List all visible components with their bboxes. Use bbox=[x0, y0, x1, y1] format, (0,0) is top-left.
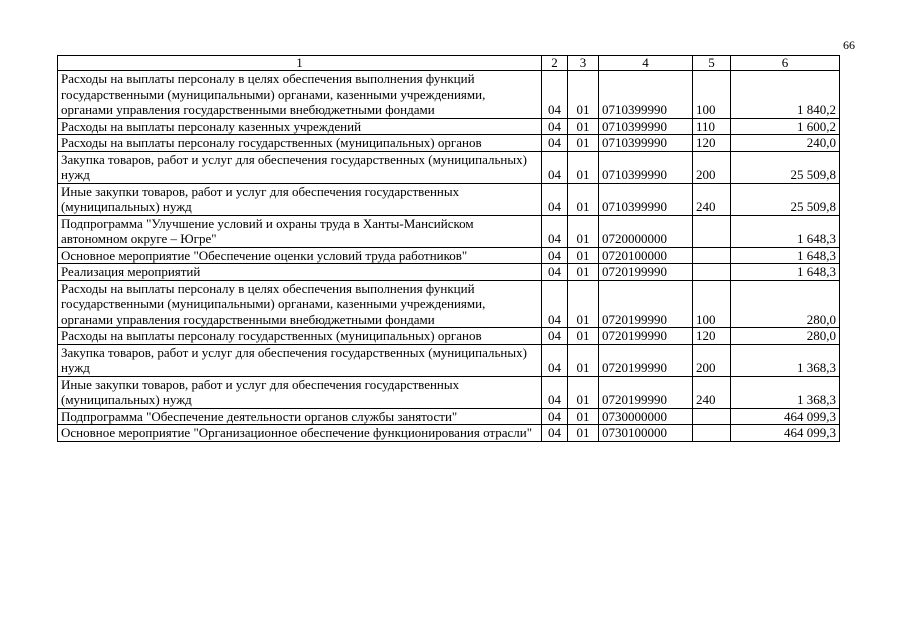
table-row bbox=[58, 376, 840, 408]
column-header: 5 bbox=[693, 56, 731, 71]
column-header: 2 bbox=[542, 56, 568, 71]
subsection-code: 01 bbox=[568, 280, 599, 328]
amount: 1 648,3 bbox=[731, 264, 840, 281]
row-description: Основное мероприятие "Организационное обеспечение функционирования отрасли" bbox=[58, 425, 542, 442]
row-description: Расходы на выплаты персоналу казенных учреждений bbox=[58, 118, 542, 135]
target-article-code: 0720100000 bbox=[599, 247, 693, 264]
amount: 464 099,3 bbox=[731, 408, 840, 425]
table-row bbox=[58, 183, 840, 215]
subsection-code: 01 bbox=[568, 215, 599, 247]
row-description: Расходы на выплаты персоналу в целях обеспечения выполнения функций государственными (муниципальными) органами, казенными учреждениями, органами управления государственными внебюджетными фондами bbox=[58, 280, 542, 328]
target-article-code: 0710399990 bbox=[599, 135, 693, 152]
table-row bbox=[58, 71, 840, 119]
row-description: Реализация мероприятий bbox=[58, 264, 542, 281]
table-row bbox=[58, 215, 840, 247]
section-code: 04 bbox=[542, 264, 568, 281]
subsection-code: 01 bbox=[568, 183, 599, 215]
section-code: 04 bbox=[542, 376, 568, 408]
subsection-code: 01 bbox=[568, 344, 599, 376]
expense-type-code bbox=[693, 408, 731, 425]
row-description: Иные закупки товаров, работ и услуг для обеспечения государственных (муниципальных) нужд bbox=[58, 183, 542, 215]
amount: 1 600,2 bbox=[731, 118, 840, 135]
expense-type-code bbox=[693, 247, 731, 264]
amount: 1 648,3 bbox=[731, 215, 840, 247]
target-article-code: 0720199990 bbox=[599, 264, 693, 281]
table-row bbox=[58, 280, 840, 328]
section-code: 04 bbox=[542, 247, 568, 264]
subsection-code: 01 bbox=[568, 376, 599, 408]
expense-type-code: 120 bbox=[693, 135, 731, 152]
expense-type-code bbox=[693, 215, 731, 247]
section-code: 04 bbox=[542, 135, 568, 152]
subsection-code: 01 bbox=[568, 118, 599, 135]
expense-type-code: 200 bbox=[693, 151, 731, 183]
target-article-code: 0720199990 bbox=[599, 344, 693, 376]
row-description: Расходы на выплаты персоналу в целях обеспечения выполнения функций государственными (муниципальными) органами, казенными учреждениями, органами управления государственными внебюджетными фондами bbox=[58, 71, 542, 119]
row-description: Основное мероприятие "Обеспечение оценки условий труда работников" bbox=[58, 247, 542, 264]
row-description: Закупка товаров, работ и услуг для обеспечения государственных (муниципальных) нужд bbox=[58, 151, 542, 183]
row-description: Подпрограмма "Улучшение условий и охраны труда в Ханты-Мансийском автономном округе – Югре" bbox=[58, 215, 542, 247]
section-code: 04 bbox=[542, 151, 568, 183]
amount: 1 368,3 bbox=[731, 376, 840, 408]
expense-type-code bbox=[693, 264, 731, 281]
target-article-code: 0720199990 bbox=[599, 328, 693, 345]
section-code: 04 bbox=[542, 425, 568, 442]
amount: 280,0 bbox=[731, 280, 840, 328]
table-row bbox=[58, 247, 840, 264]
table-row bbox=[58, 135, 840, 152]
row-description: Иные закупки товаров, работ и услуг для обеспечения государственных (муниципальных) нужд bbox=[58, 376, 542, 408]
section-code: 04 bbox=[542, 408, 568, 425]
target-article-code: 0710399990 bbox=[599, 151, 693, 183]
expense-type-code: 100 bbox=[693, 71, 731, 119]
column-header: 3 bbox=[568, 56, 599, 71]
amount: 1 368,3 bbox=[731, 344, 840, 376]
subsection-code: 01 bbox=[568, 264, 599, 281]
expense-type-code: 200 bbox=[693, 344, 731, 376]
section-code: 04 bbox=[542, 280, 568, 328]
column-header: 1 bbox=[58, 56, 542, 71]
expense-type-code: 100 bbox=[693, 280, 731, 328]
section-code: 04 bbox=[542, 344, 568, 376]
table-row bbox=[58, 264, 840, 281]
row-description: Расходы на выплаты персоналу государственных (муниципальных) органов bbox=[58, 328, 542, 345]
header-row bbox=[58, 56, 840, 71]
section-code: 04 bbox=[542, 71, 568, 119]
table-row bbox=[58, 151, 840, 183]
amount: 25 509,8 bbox=[731, 183, 840, 215]
target-article-code: 0720000000 bbox=[599, 215, 693, 247]
table-row bbox=[58, 344, 840, 376]
column-header: 4 bbox=[599, 56, 693, 71]
section-code: 04 bbox=[542, 328, 568, 345]
table-row bbox=[58, 408, 840, 425]
amount: 1 840,2 bbox=[731, 71, 840, 119]
column-header: 6 bbox=[731, 56, 840, 71]
target-article-code: 0710399990 bbox=[599, 183, 693, 215]
amount: 25 509,8 bbox=[731, 151, 840, 183]
section-code: 04 bbox=[542, 183, 568, 215]
amount: 280,0 bbox=[731, 328, 840, 345]
amount: 464 099,3 bbox=[731, 425, 840, 442]
amount: 240,0 bbox=[731, 135, 840, 152]
subsection-code: 01 bbox=[568, 328, 599, 345]
row-description: Закупка товаров, работ и услуг для обеспечения государственных (муниципальных) нужд bbox=[58, 344, 542, 376]
row-description: Подпрограмма "Обеспечение деятельности органов службы занятости" bbox=[58, 408, 542, 425]
expense-type-code: 120 bbox=[693, 328, 731, 345]
subsection-code: 01 bbox=[568, 151, 599, 183]
subsection-code: 01 bbox=[568, 247, 599, 264]
target-article-code: 0710399990 bbox=[599, 118, 693, 135]
target-article-code: 0730000000 bbox=[599, 408, 693, 425]
table-row bbox=[58, 425, 840, 442]
subsection-code: 01 bbox=[568, 71, 599, 119]
expense-type-code bbox=[693, 425, 731, 442]
row-description: Расходы на выплаты персоналу государственных (муниципальных) органов bbox=[58, 135, 542, 152]
expense-type-code: 240 bbox=[693, 376, 731, 408]
expense-type-code: 240 bbox=[693, 183, 731, 215]
target-article-code: 0730100000 bbox=[599, 425, 693, 442]
table-row bbox=[58, 118, 840, 135]
subsection-code: 01 bbox=[568, 408, 599, 425]
expense-type-code: 110 bbox=[693, 118, 731, 135]
budget-table bbox=[57, 55, 840, 442]
subsection-code: 01 bbox=[568, 425, 599, 442]
table-row bbox=[58, 328, 840, 345]
subsection-code: 01 bbox=[568, 135, 599, 152]
target-article-code: 0720199990 bbox=[599, 280, 693, 328]
section-code: 04 bbox=[542, 215, 568, 247]
page-number: 66 bbox=[843, 38, 855, 52]
target-article-code: 0720199990 bbox=[599, 376, 693, 408]
target-article-code: 0710399990 bbox=[599, 71, 693, 119]
section-code: 04 bbox=[542, 118, 568, 135]
amount: 1 648,3 bbox=[731, 247, 840, 264]
